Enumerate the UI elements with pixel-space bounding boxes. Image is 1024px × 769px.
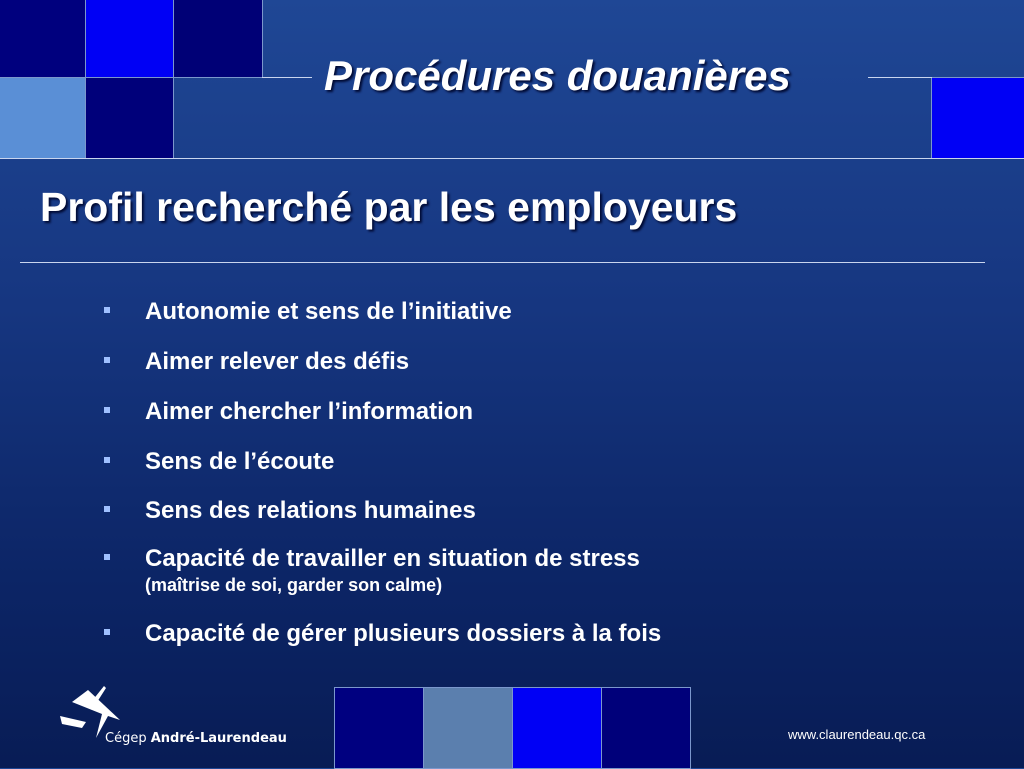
header-line xyxy=(0,158,1024,159)
bullet-text: Sens de l’écoute xyxy=(145,448,335,475)
square-bullet-icon xyxy=(104,457,110,463)
logo-wordmark xyxy=(105,731,287,746)
square-bullet-icon xyxy=(104,506,110,512)
deco-square xyxy=(601,687,691,769)
square-bullet-icon xyxy=(104,357,110,363)
bullet-subtext: (maîtrise de soi, garder son calme) xyxy=(145,575,443,595)
logo-name: André-Laurendeau xyxy=(150,731,287,746)
bullet-text: Aimer chercher l’information xyxy=(145,398,474,425)
deco-square xyxy=(0,0,86,78)
deco-square xyxy=(85,77,174,159)
slide-title: Procédures douanières xyxy=(324,52,791,99)
deco-square xyxy=(0,77,86,159)
square-bullet-icon xyxy=(104,554,110,560)
square-bullet-icon xyxy=(104,307,110,313)
deco-square xyxy=(423,687,513,769)
square-bullet-icon xyxy=(104,629,110,635)
logo-prefix: Cégep xyxy=(105,731,147,746)
deco-square xyxy=(512,687,602,769)
bullet-text: Autonomie et sens de l’initiative xyxy=(145,298,512,325)
deco-square xyxy=(931,77,1024,159)
bullet-text: Sens des relations humaines xyxy=(145,497,476,524)
deco-square xyxy=(334,687,424,769)
bullet-text: Capacité de travailler en situation de stress xyxy=(145,545,640,572)
bullet-text: Aimer relever des défis xyxy=(145,348,410,375)
header-line xyxy=(868,77,932,78)
slide-heading: Profil recherché par les employeurs xyxy=(40,184,738,230)
deco-square xyxy=(85,0,174,78)
bullet-text: Capacité de gérer plusieurs dossiers à la fois xyxy=(145,620,662,647)
deco-square xyxy=(173,0,263,78)
header-line xyxy=(262,77,312,78)
square-bullet-icon xyxy=(104,407,110,413)
footer-url: www.claurendeau.qc.ca xyxy=(788,727,926,742)
heading-divider xyxy=(20,262,985,263)
